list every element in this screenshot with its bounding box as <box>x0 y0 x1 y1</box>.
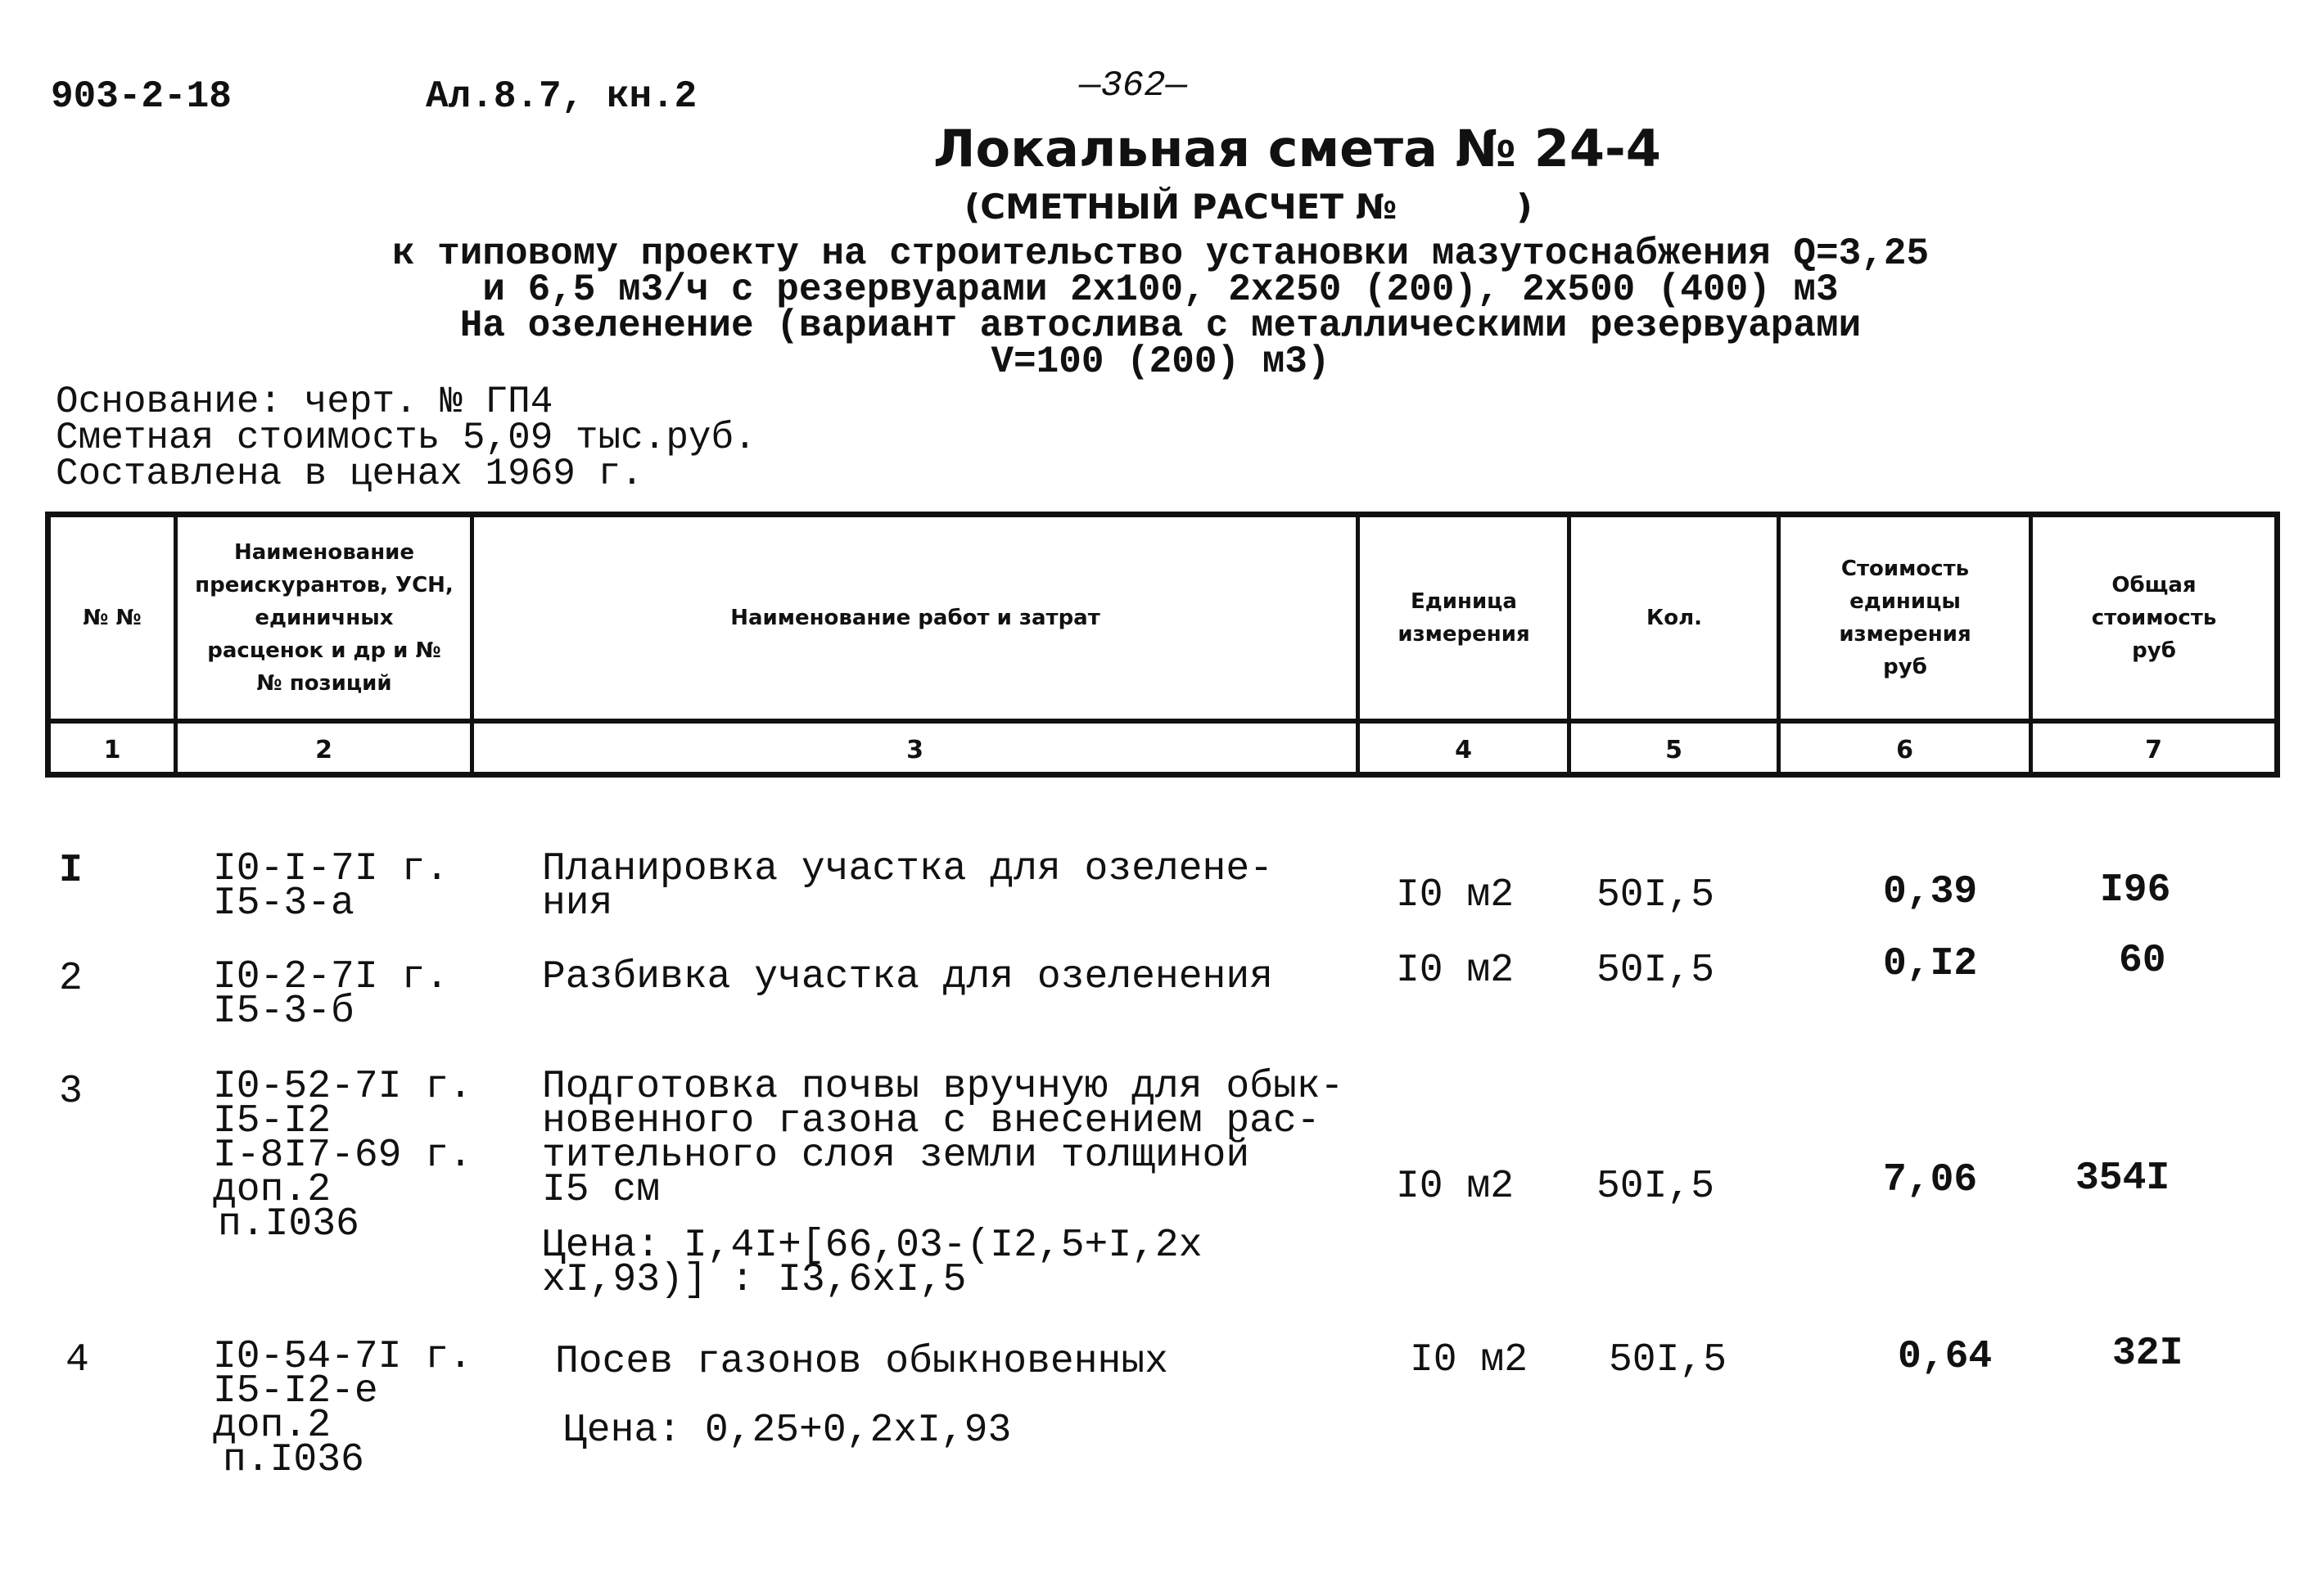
row-work: Подготовка почвы вручную для обык- <box>542 1065 1344 1109</box>
row-work: новенного газона с внесением рас- <box>542 1099 1321 1143</box>
subtitle: (СМЕТНЫЙ РАСЧЕТ № ) <box>964 187 1533 227</box>
row-work: Разбивка участка для озеленения <box>542 955 1273 999</box>
row-total: 32I <box>2112 1332 2183 1376</box>
row-code: I-8I7-69 г. <box>213 1134 472 1178</box>
col-num-2: 2 <box>315 735 332 764</box>
col-header-work: Наименование работ и затрат <box>730 606 1100 630</box>
row-price-formula: Цена: 0,25+0,2хI,93 <box>563 1409 1012 1453</box>
row-unit-price: 0,64 <box>1898 1335 1993 1379</box>
row-code: I0-I-7I г. <box>213 847 449 891</box>
table-header-divider <box>45 719 2280 724</box>
col-num-7: 7 <box>2145 735 2162 764</box>
row-total: I96 <box>2100 868 2171 913</box>
row-unit-price: 0,39 <box>1883 870 1978 914</box>
row-code: I5-I2 <box>213 1099 332 1143</box>
row-work: Планировка участка для озелене- <box>542 847 1273 891</box>
basis-cost: Сметная стоимость 5,09 тыс.руб. <box>56 417 756 459</box>
row-code: п.I036 <box>218 1202 359 1247</box>
row-unit: I0 м2 <box>1396 1165 1515 1209</box>
row-price-formula: хI,93)] : I3,6хI,5 <box>542 1258 967 1302</box>
col-num-3: 3 <box>906 735 923 764</box>
row-code: доп.2 <box>213 1404 332 1448</box>
row-qty: 50I,5 <box>1596 949 1715 993</box>
col-num-6: 6 <box>1896 735 1913 764</box>
row-code: I5-I2-е <box>213 1369 378 1413</box>
row-total: 60 <box>2119 939 2166 983</box>
row-code: I0-2-7I г. <box>213 955 449 999</box>
row-code: I0-52-7I г. <box>213 1065 472 1109</box>
row-unit-price: 7,06 <box>1883 1158 1978 1202</box>
row-code: п.I036 <box>223 1438 364 1482</box>
album-ref: Ал.8.7, кн.2 <box>426 75 698 118</box>
row-code: I0-54-7I г. <box>213 1335 472 1379</box>
row-qty: 50I,5 <box>1596 1165 1715 1209</box>
row-unit: I0 м2 <box>1410 1338 1529 1382</box>
col-num-4: 4 <box>1455 735 1472 764</box>
row-number: I <box>59 849 83 893</box>
doc-code: 903-2-18 <box>51 75 232 118</box>
row-unit: I0 м2 <box>1396 949 1515 993</box>
row-number: 4 <box>65 1338 89 1382</box>
description-line-3: На озеленение (вариант автослива с металлическими резервуарами <box>459 304 1862 347</box>
col-header-no: № № <box>83 606 142 630</box>
row-unit-price: 0,I2 <box>1883 942 1978 986</box>
row-qty: 50I,5 <box>1596 873 1715 917</box>
description-line-4: V=100 (200) м3) <box>991 340 1330 383</box>
basis-drawing: Основание: черт. № ГП4 <box>56 381 553 423</box>
row-work: Посев газонов обыкновенных <box>555 1340 1168 1384</box>
row-price-formula: Цена: I,4I+[66,03-(I2,5+I,2х <box>542 1224 1203 1268</box>
row-number: 3 <box>59 1070 83 1114</box>
row-code: I5-3-б <box>213 990 354 1034</box>
row-code: доп.2 <box>213 1168 332 1212</box>
page-number: —362— <box>1079 65 1188 106</box>
row-code: I5-3-а <box>213 881 354 926</box>
basis-prices: Составлена в ценах 1969 г. <box>56 453 643 495</box>
col-num-5: 5 <box>1665 735 1682 764</box>
row-number: 2 <box>59 957 83 1001</box>
row-work: I5 см <box>542 1168 661 1212</box>
col-header-unit: Единица измерения <box>1398 589 1530 647</box>
row-work: ния <box>542 881 613 926</box>
page-title: Локальная смета № 24-4 <box>933 119 1661 178</box>
row-unit: I0 м2 <box>1396 873 1515 917</box>
col-header-unit-price: Стоимость единицы измерения руб <box>1839 557 1971 679</box>
col-num-1: 1 <box>103 735 121 764</box>
row-qty: 50I,5 <box>1609 1338 1727 1382</box>
col-header-qty: Кол. <box>1646 606 1703 630</box>
row-work: тительного слоя земли толщиной <box>542 1134 1250 1178</box>
col-header-codes: Наименование преискурантов, УСН, единичных расценок и др и № № позиций <box>195 540 454 696</box>
row-total: 354I <box>2075 1156 2170 1201</box>
description-line-2: и 6,5 м3/ч с резервуарами 2х100, 2х250 (200), 2х500 (400) м3 <box>482 268 1839 311</box>
description-line-1: к типовому проекту на строительство установки мазутоснабжения Q=3,25 <box>391 232 1930 275</box>
col-header-total: Общая стоимость руб <box>2091 573 2217 663</box>
